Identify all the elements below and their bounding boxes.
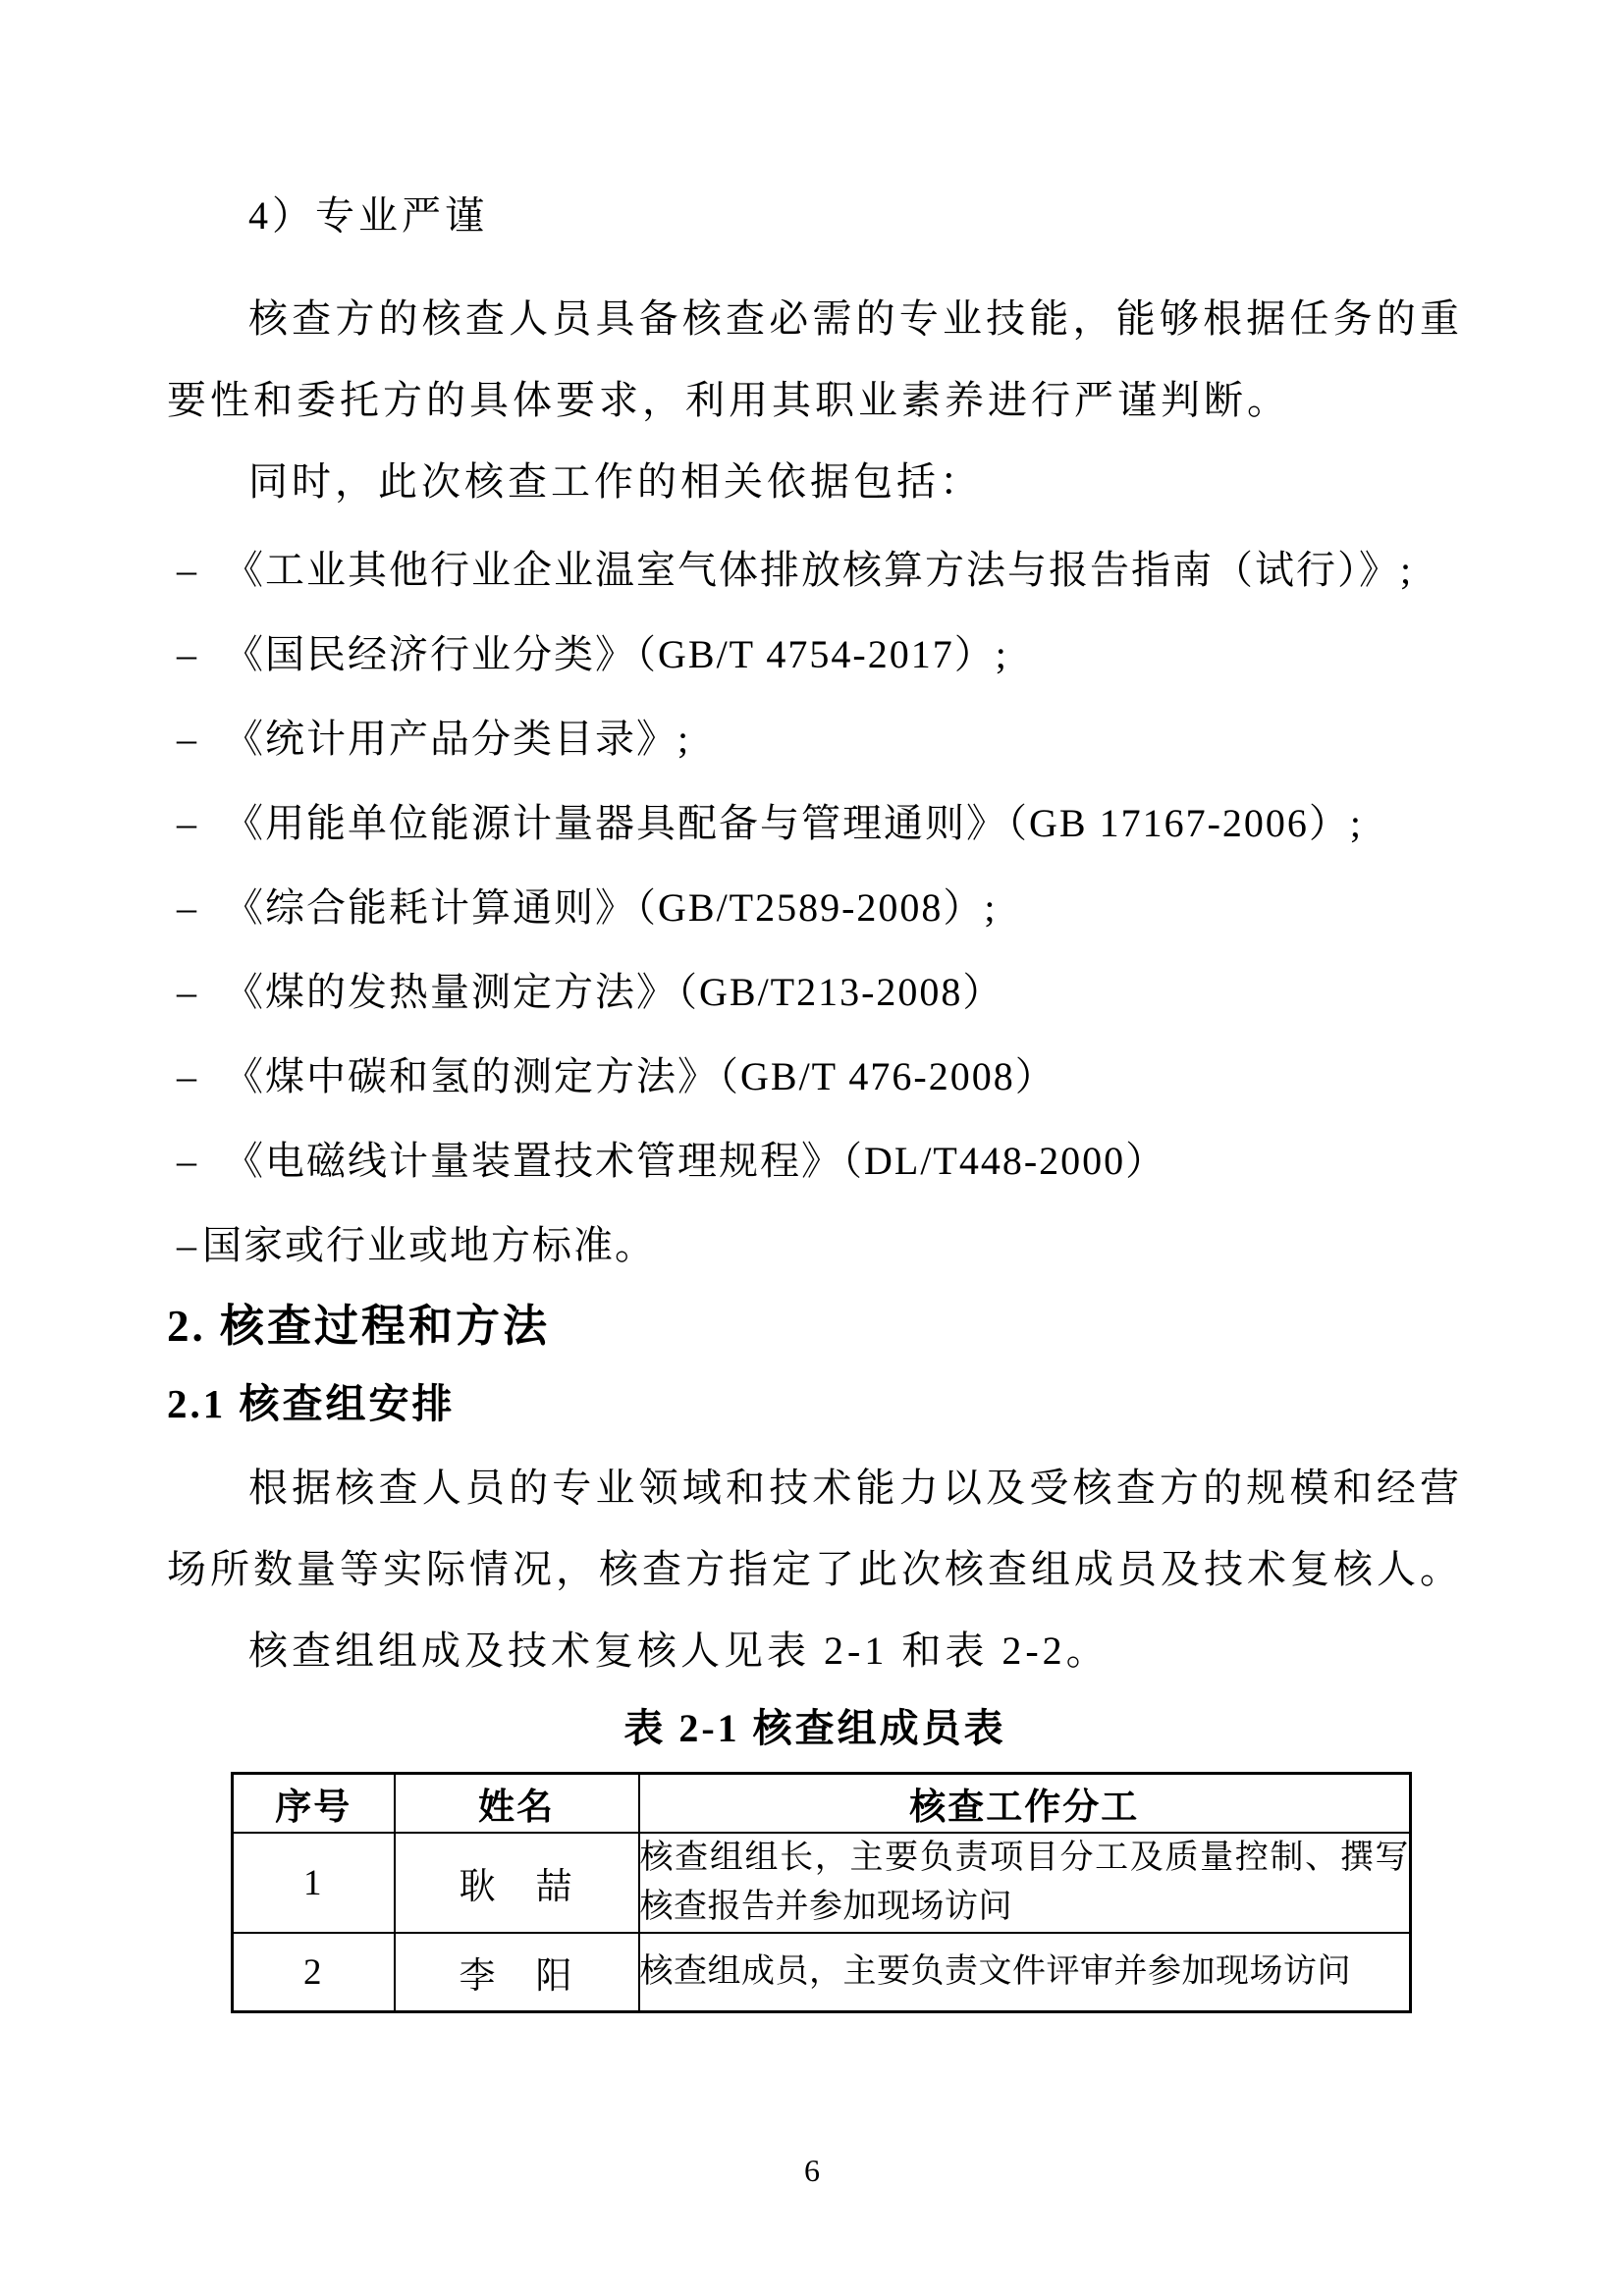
dash-bullet: – — [177, 632, 198, 676]
reference-text: 《工业其他行业企业温室气体排放核算方法与报告指南（试行）》; — [224, 548, 1414, 592]
reference-text: 《国民经济行业分类》（GB/T 4754-2017）; — [224, 632, 1008, 676]
reference-text: 《统计用产品分类目录》; — [224, 717, 691, 761]
reference-list — [167, 528, 1463, 1288]
cell-number: 2 — [233, 1933, 395, 2012]
reference-item — [167, 1035, 1463, 1119]
header-cell-name: 姓名 — [395, 1774, 639, 1834]
dash-bullet: – — [177, 1054, 198, 1098]
subsection-4-heading: 4）专业严谨 — [248, 193, 488, 238]
reference-item — [167, 697, 1463, 781]
section-2-1-heading: 2.1 核查组安排 — [167, 1381, 456, 1426]
reference-item — [167, 866, 1463, 950]
dash-bullet: – — [177, 885, 198, 930]
dash-bullet: – — [177, 548, 198, 592]
reference-item — [167, 781, 1463, 866]
reference-text: 《综合能耗计算通则》（GB/T2589-2008）; — [224, 885, 998, 930]
cell-name: 耿 喆 — [395, 1833, 639, 1933]
dash-bullet: – — [177, 1223, 198, 1267]
section-2-heading: 2. 核查过程和方法 — [167, 1302, 551, 1351]
paragraph-basis-intro: 同时，此次核查工作的相关依据包括： — [248, 459, 983, 504]
page-content — [167, 193, 1463, 2013]
reference-text: 《电磁线计量装置技术管理规程》（DL/T448-2000） — [224, 1139, 1167, 1183]
reference-text: 《煤中碳和氢的测定方法》（GB/T 476-2008） — [224, 1054, 1056, 1098]
reference-item — [167, 950, 1463, 1035]
header-cell-duty: 核查工作分工 — [639, 1774, 1411, 1834]
cell-name: 李 阳 — [395, 1933, 639, 2012]
table-row — [233, 1833, 1411, 1933]
paragraph-table-reference: 核查组组成及技术复核人见表 2-1 和表 2-2。 — [248, 1629, 1110, 1673]
page-number: 6 — [804, 2153, 820, 2188]
dash-bullet: – — [177, 717, 198, 761]
reference-item — [167, 1203, 1463, 1288]
cell-number: 1 — [233, 1833, 395, 1933]
table-2-1-caption: 表 2-1 核查组成员表 — [623, 1706, 1006, 1750]
table-header-row — [233, 1774, 1411, 1834]
header-cell-number: 序号 — [233, 1774, 395, 1834]
reference-item — [167, 613, 1463, 697]
reference-item — [167, 1119, 1463, 1203]
table-row — [233, 1933, 1411, 2012]
paragraph-team-arrangement: 根据核查人员的专业领域和技术能力以及受核查方的规模和经营场所数量等实际情况，核查方指定了此次核查组成员及技术复核人。 — [167, 1466, 1463, 1591]
reference-text: 《用能单位能源计量器具配备与管理通则》（GB 17167-2006）; — [224, 801, 1363, 845]
dash-bullet: – — [177, 801, 198, 845]
dash-bullet: – — [177, 970, 198, 1014]
reference-text: 《煤的发热量测定方法》（GB/T213-2008） — [224, 970, 1004, 1014]
paragraph-professional-rigor: 核查方的核查人员具备核查必需的专业技能，能够根据任务的重要性和委托方的具体要求，利用其职业素养进行严谨判断。 — [167, 296, 1463, 422]
reference-text: 国家或行业或地方标准。 — [202, 1223, 656, 1267]
dash-bullet: – — [177, 1139, 198, 1183]
members-table — [231, 1772, 1412, 2013]
cell-duty: 核查组组长，主要负责项目分工及质量控制、撰写核查报告并参加现场访问 — [639, 1833, 1411, 1933]
reference-item — [167, 528, 1463, 613]
cell-duty: 核查组成员，主要负责文件评审并参加现场访问 — [639, 1933, 1411, 2012]
